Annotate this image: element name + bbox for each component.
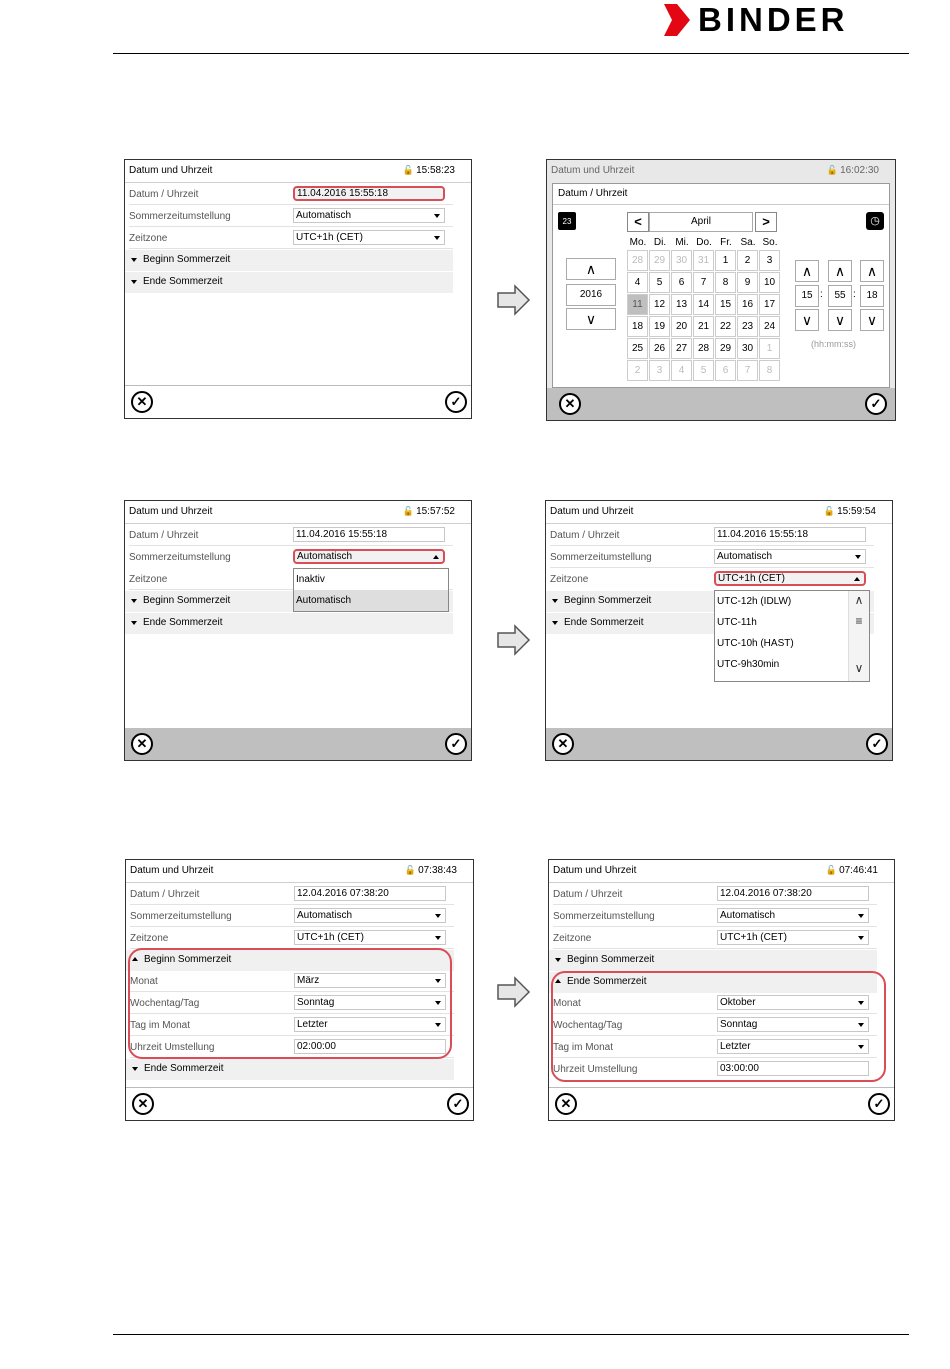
select-value: Letzter <box>297 1019 328 1030</box>
section-title: Ende Sommerzeit <box>144 1063 224 1074</box>
clock <box>403 165 455 176</box>
row-timezone <box>546 570 874 590</box>
lock-icon: 🔓 <box>823 506 836 516</box>
expand-icon <box>132 1067 138 1071</box>
minute-down-button[interactable]: ∨ <box>828 309 852 331</box>
section-title: Beginn Sommerzeit <box>144 954 232 965</box>
calendar-day[interactable]: 24 <box>759 316 780 337</box>
calendar-day[interactable]: 4 <box>671 360 692 381</box>
row-label: Datum / Uhrzeit <box>129 189 199 200</box>
lock-icon: 🔓 <box>826 165 839 175</box>
clock <box>403 506 455 517</box>
calendar-day[interactable]: 7 <box>693 272 714 293</box>
clock <box>826 865 878 876</box>
calendar-day[interactable]: 8 <box>759 360 780 381</box>
calendar-day[interactable]: 17 <box>759 294 780 315</box>
lock-icon: 🔓 <box>402 506 415 516</box>
row-dst-mode <box>546 548 874 568</box>
select-value: Letzter <box>720 1041 751 1052</box>
time-format-hint: (hh:mm:ss) <box>811 339 856 349</box>
weekday-header: So. <box>762 237 778 248</box>
timezone-option[interactable]: UTC-12h (IDLW) <box>717 596 792 607</box>
clock-time: 15:57:52 <box>416 506 455 517</box>
calendar-day[interactable]: 15 <box>715 294 736 315</box>
row-divider <box>553 904 877 905</box>
section-title: Beginn Sommerzeit <box>143 595 231 606</box>
dst-mode-select[interactable] <box>717 908 869 923</box>
panel-timezone-dropdown <box>545 500 893 761</box>
cancel-button[interactable]: ✕ <box>131 733 153 755</box>
select-value: Automatisch <box>296 210 352 221</box>
row-divider <box>129 248 453 249</box>
scroll-down-icon[interactable]: ∨ <box>854 661 864 675</box>
calendar-day[interactable]: 7 <box>737 360 758 381</box>
dialog-caption <box>553 184 889 205</box>
second-down-button[interactable]: ∨ <box>860 309 884 331</box>
calendar-day[interactable]: 8 <box>715 272 736 293</box>
title-separator <box>126 882 473 883</box>
year-down-button[interactable]: ∨ <box>566 308 616 330</box>
calendar-day[interactable]: 14 <box>693 294 714 315</box>
screen-title: Datum und Uhrzeit <box>553 865 637 876</box>
dropdown-up-arrow-icon <box>854 577 860 581</box>
calendar-day[interactable]: 16 <box>737 294 758 315</box>
row-label: Monat <box>553 998 581 1009</box>
row-divider <box>129 226 453 227</box>
date-time-field[interactable]: 11.04.2016 15:55:18 <box>293 186 445 201</box>
dst-mode-options <box>293 568 449 612</box>
section-title: Beginn Sommerzeit <box>143 254 231 265</box>
cancel-button[interactable]: ✕ <box>555 1093 577 1115</box>
footer-bar <box>125 728 471 760</box>
scrollbar[interactable] <box>848 591 869 681</box>
clock-time: 16:02:30 <box>840 165 879 176</box>
weekday-header: Di. <box>653 237 667 248</box>
calendar-day[interactable]: 26 <box>649 338 670 359</box>
confirm-button[interactable]: ✓ <box>445 391 467 413</box>
calendar-day[interactable]: 1 <box>715 250 736 271</box>
row-label: Datum / Uhrzeit <box>129 530 199 541</box>
section-title: Beginn Sommerzeit <box>567 954 655 965</box>
select-value: Automatisch <box>717 551 773 562</box>
dialog-title: Datum / Uhrzeit <box>558 188 628 199</box>
clock <box>405 865 457 876</box>
second-field[interactable]: 18 <box>860 285 884 307</box>
footer-bar <box>547 388 895 420</box>
title-separator <box>125 182 471 183</box>
header-rule <box>113 53 909 54</box>
dropdown-arrow-icon <box>434 236 440 240</box>
date-picker-dialog <box>552 183 890 388</box>
row-divider <box>550 567 874 568</box>
timezone-select[interactable] <box>293 230 445 245</box>
section-dst-end[interactable] <box>125 613 453 634</box>
clock-icon: ◷ <box>866 212 884 230</box>
row-label: Tag im Monat <box>553 1042 614 1053</box>
hour-up-button[interactable]: ∧ <box>795 260 819 282</box>
section-title: Beginn Sommerzeit <box>564 595 652 606</box>
calendar-day[interactable]: 5 <box>649 272 670 293</box>
section-dst-end[interactable] <box>125 272 453 293</box>
row-label: Zeitzone <box>129 233 168 244</box>
option-inactive[interactable]: Inaktiv <box>296 574 325 585</box>
clock-time: 07:38:43 <box>418 865 457 876</box>
weekday-header: Do. <box>696 237 712 248</box>
confirm-button[interactable]: ✓ <box>866 733 888 755</box>
highlight-frame <box>551 971 886 1082</box>
date-time-field[interactable]: 12.04.2016 07:38:20 <box>294 886 446 901</box>
section-dst-start[interactable] <box>549 950 877 971</box>
confirm-button[interactable]: ✓ <box>868 1093 890 1115</box>
minute-up-button[interactable]: ∧ <box>828 260 852 282</box>
timezone-select[interactable] <box>717 930 869 945</box>
arrow-right-icon <box>497 624 531 656</box>
weekday-header: Mi. <box>675 237 689 248</box>
calendar-day[interactable]: 19 <box>649 316 670 337</box>
dropdown-arrow-icon <box>858 914 864 918</box>
calendar-day[interactable]: 13 <box>671 294 692 315</box>
calendar-day[interactable]: 2 <box>737 250 758 271</box>
title-separator <box>546 523 892 524</box>
calendar-day[interactable]: 3 <box>649 360 670 381</box>
calendar-day[interactable]: 27 <box>671 338 692 359</box>
calendar-icon: 23 <box>558 212 576 230</box>
panel-dst-start <box>125 859 474 1121</box>
screen-title: Datum und Uhrzeit <box>551 165 635 176</box>
weekday-header: Fr. <box>720 237 732 248</box>
date-time-field[interactable]: 12.04.2016 07:38:20 <box>717 886 869 901</box>
year-field[interactable]: 2016 <box>566 284 616 306</box>
arrow-right-icon <box>497 284 531 316</box>
minute-field[interactable]: 55 <box>828 285 852 307</box>
row-divider <box>553 948 877 949</box>
month-label: April <box>649 212 753 232</box>
row-label: Sommerzeitumstellung <box>550 552 652 563</box>
footer-bar <box>125 385 471 418</box>
calendar-day[interactable]: 11 <box>627 294 648 315</box>
timezone-options <box>714 590 870 682</box>
row-divider <box>129 204 453 205</box>
row-label: Sommerzeitumstellung <box>129 211 231 222</box>
calendar-day[interactable]: 30 <box>671 250 692 271</box>
select-value: UTC+1h (CET) <box>296 232 363 243</box>
dst-mode-select[interactable] <box>293 549 445 564</box>
row-label: Uhrzeit Umstellung <box>553 1064 638 1075</box>
dropdown-arrow-icon <box>855 555 861 559</box>
clock <box>827 165 879 176</box>
change-time-field[interactable]: 03:00:00 <box>717 1061 869 1076</box>
expand-icon <box>131 280 137 284</box>
calendar-day[interactable]: 29 <box>715 338 736 359</box>
row-date-time <box>549 885 877 905</box>
date-time-field[interactable]: 11.04.2016 15:55:18 <box>293 527 445 542</box>
row-label: Datum / Uhrzeit <box>553 889 623 900</box>
section-title: Ende Sommerzeit <box>567 976 647 987</box>
screen-title: Datum und Uhrzeit <box>550 506 634 517</box>
panel-calendar <box>546 159 896 421</box>
row-label: Tag im Monat <box>130 1020 191 1031</box>
footer-rule <box>113 1334 909 1335</box>
row-label: Wochentag/Tag <box>130 998 200 1009</box>
calendar-day[interactable]: 5 <box>693 360 714 381</box>
date-time-field[interactable]: 11.04.2016 15:55:18 <box>714 527 866 542</box>
calendar-day[interactable]: 20 <box>671 316 692 337</box>
time-separator: : <box>820 289 823 300</box>
row-date-time <box>125 185 453 205</box>
row-divider <box>130 904 454 905</box>
calendar-day[interactable]: 4 <box>627 272 648 293</box>
select-value: Sonntag <box>720 1019 758 1030</box>
panel-dst-end <box>548 859 895 1121</box>
screen-title: Datum und Uhrzeit <box>130 865 214 876</box>
select-value: März <box>297 975 320 986</box>
row-label: Datum / Uhrzeit <box>550 530 620 541</box>
row-dst-mode <box>125 548 453 568</box>
calendar-day[interactable]: 28 <box>627 250 648 271</box>
timezone-select[interactable] <box>294 930 446 945</box>
section-dst-start[interactable] <box>125 250 453 271</box>
calendar-day[interactable]: 28 <box>693 338 714 359</box>
confirm-button[interactable]: ✓ <box>445 733 467 755</box>
expand-icon <box>555 958 561 962</box>
expand-icon <box>131 599 137 603</box>
time-separator: : <box>853 289 856 300</box>
row-label: Sommerzeitumstellung <box>130 911 232 922</box>
row-date-time <box>126 885 454 905</box>
calendar-day[interactable]: 10 <box>759 272 780 293</box>
calendar-day[interactable]: 12 <box>649 294 670 315</box>
section-title: Ende Sommerzeit <box>564 617 644 628</box>
clock <box>824 506 876 517</box>
highlight-frame <box>128 948 452 1059</box>
option-automatic[interactable]: Automatisch <box>294 590 448 611</box>
calendar-day[interactable]: 23 <box>737 316 758 337</box>
footer-bar <box>549 1087 894 1120</box>
lock-icon: 🔓 <box>404 865 417 875</box>
row-label: Datum / Uhrzeit <box>130 889 200 900</box>
next-month-button[interactable]: > <box>755 212 777 232</box>
row-dst-mode <box>126 907 454 927</box>
year-up-button[interactable]: ∧ <box>566 258 616 280</box>
dropdown-arrow-icon <box>434 214 440 218</box>
cancel-button[interactable]: ✕ <box>132 1093 154 1115</box>
row-dst-mode <box>125 207 453 227</box>
row-label: Uhrzeit Umstellung <box>130 1042 215 1053</box>
row-timezone <box>126 929 454 949</box>
select-value: UTC+1h (CET) <box>720 932 787 943</box>
expand-icon <box>131 258 137 262</box>
select-value: Automatisch <box>297 551 353 562</box>
select-value: Sonntag <box>297 997 335 1008</box>
weekday-header: Sa. <box>740 237 756 248</box>
binder-logo-mark-icon <box>664 4 690 36</box>
row-label: Zeitzone <box>550 574 589 585</box>
dst-mode-select[interactable] <box>294 908 446 923</box>
row-divider <box>553 926 877 927</box>
timezone-option[interactable]: UTC-11h <box>717 617 757 628</box>
brand-name: BINDER <box>698 1 849 38</box>
second-up-button[interactable]: ∧ <box>860 260 884 282</box>
footer-bar <box>126 1087 473 1120</box>
binder-logo <box>664 2 849 38</box>
timezone-option[interactable]: UTC-10h (HAST) <box>717 638 794 649</box>
confirm-button[interactable]: ✓ <box>447 1093 469 1115</box>
calendar-day[interactable]: 31 <box>693 250 714 271</box>
scroll-thumb-icon[interactable]: ≡ <box>855 614 863 628</box>
row-divider <box>130 926 454 927</box>
weekday-header: Mo. <box>629 237 647 248</box>
change-time-field[interactable]: 02:00:00 <box>294 1039 446 1054</box>
select-value: Automatisch <box>297 910 353 921</box>
row-date-time <box>546 526 874 546</box>
expand-icon <box>131 621 137 625</box>
dst-mode-select[interactable] <box>293 208 445 223</box>
timezone-select[interactable] <box>714 571 866 586</box>
calendar-day[interactable]: 1 <box>759 338 780 359</box>
scroll-up-icon[interactable]: ∧ <box>854 593 864 607</box>
row-label: Monat <box>130 976 158 987</box>
clock-time: 07:46:41 <box>839 865 878 876</box>
dropdown-arrow-icon <box>858 936 864 940</box>
panel-dst-dropdown <box>124 500 472 761</box>
screen-title: Datum und Uhrzeit <box>129 165 213 176</box>
select-value: UTC+1h (CET) <box>718 573 785 584</box>
hour-field[interactable]: 15 <box>795 285 819 307</box>
select-value: UTC+1h (CET) <box>297 932 364 943</box>
calendar-day[interactable]: 9 <box>737 272 758 293</box>
row-divider <box>550 545 874 546</box>
row-label: Sommerzeitumstellung <box>553 911 655 922</box>
lock-icon: 🔓 <box>402 165 415 175</box>
clock-time: 15:58:23 <box>416 165 455 176</box>
calendar-day[interactable]: 25 <box>627 338 648 359</box>
lock-icon: 🔓 <box>825 865 838 875</box>
screen-title: Datum und Uhrzeit <box>129 506 213 517</box>
clock-time: 15:59:54 <box>837 506 876 517</box>
calendar-day[interactable]: 6 <box>715 360 736 381</box>
cancel-button[interactable]: ✕ <box>131 391 153 413</box>
cancel-button[interactable]: ✕ <box>559 393 581 415</box>
cancel-button[interactable]: ✕ <box>552 733 574 755</box>
panel-date-time <box>124 159 472 419</box>
timezone-option[interactable]: UTC-9h30min <box>717 659 780 670</box>
row-label: Zeitzone <box>130 933 169 944</box>
dropdown-up-arrow-icon <box>433 555 439 559</box>
row-divider <box>129 545 453 546</box>
hour-down-button[interactable]: ∨ <box>795 309 819 331</box>
calendar-day[interactable]: 3 <box>759 250 780 271</box>
calendar-day[interactable]: 21 <box>693 316 714 337</box>
row-label: Sommerzeitumstellung <box>129 552 231 563</box>
dst-mode-select[interactable] <box>714 549 866 564</box>
calendar-day[interactable]: 30 <box>737 338 758 359</box>
dropdown-arrow-icon <box>435 914 441 918</box>
row-timezone <box>549 929 877 949</box>
calendar-day[interactable]: 2 <box>627 360 648 381</box>
row-date-time <box>125 526 453 546</box>
expand-icon <box>552 599 558 603</box>
row-dst-mode <box>549 907 877 927</box>
calendar-day[interactable]: 6 <box>671 272 692 293</box>
prev-month-button[interactable]: < <box>627 212 649 232</box>
dropdown-arrow-icon <box>435 936 441 940</box>
section-title: Ende Sommerzeit <box>143 617 223 628</box>
calendar-day[interactable]: 18 <box>627 316 648 337</box>
footer-bar <box>546 728 892 760</box>
confirm-button[interactable]: ✓ <box>865 393 887 415</box>
section-title: Ende Sommerzeit <box>143 276 223 287</box>
expand-icon <box>552 621 558 625</box>
title-separator <box>125 523 471 524</box>
row-label: Wochentag/Tag <box>553 1020 623 1031</box>
row-label: Zeitzone <box>553 933 592 944</box>
row-timezone <box>125 229 453 249</box>
select-value: Oktober <box>720 997 756 1008</box>
title-separator <box>549 882 894 883</box>
select-value: Automatisch <box>720 910 776 921</box>
arrow-right-icon <box>497 976 531 1008</box>
calendar-day[interactable]: 22 <box>715 316 736 337</box>
row-label: Zeitzone <box>129 574 168 585</box>
section-dst-end[interactable] <box>126 1059 454 1080</box>
calendar-day[interactable]: 29 <box>649 250 670 271</box>
